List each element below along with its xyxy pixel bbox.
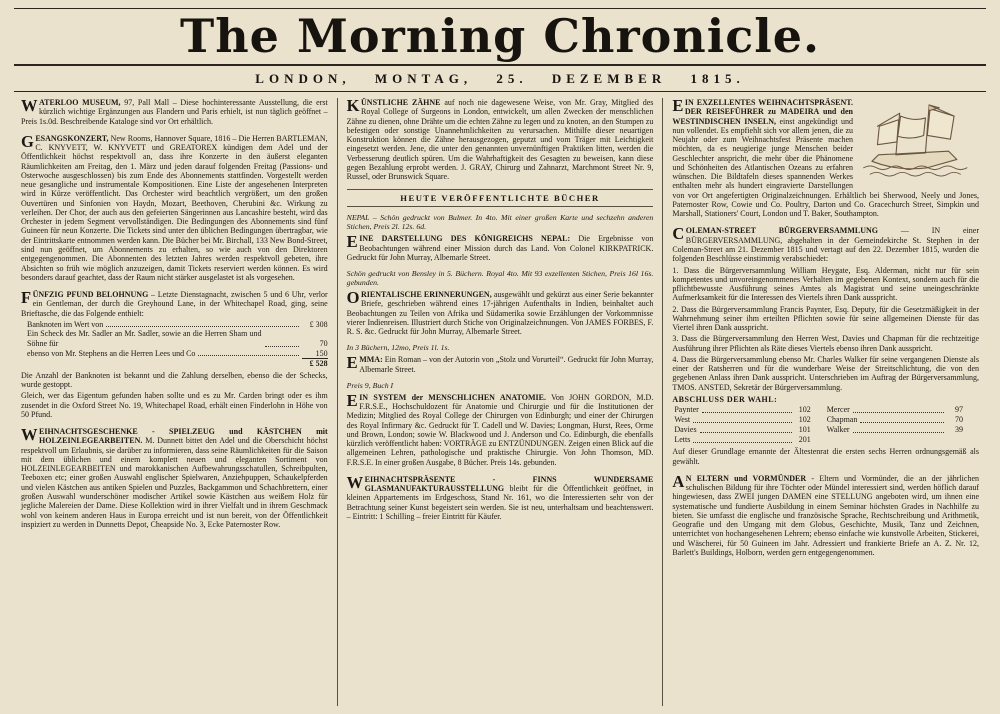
drop-cap: C (672, 224, 685, 244)
article-lead: RIENTALISCHE ERINNERUNGEN, (361, 290, 492, 299)
result-name: Davies (674, 425, 697, 435)
article-lead: IN SYSTEM der MENSCHLICHEN ANATOMIE. (359, 392, 546, 402)
article-book-nepal (347, 214, 654, 262)
resolution-item: 1. Dass die Bürgerversammlung William Heygate, Esq. Alderman, nicht nur für sein kompetentes und unvoreingenommenes Verhalten im gegebenen Kontext, sondern auch für die pflichtbewusste Ausführung seines Amtes als Magistrat und seine uneingeschränkte Aufmerksamkeit für die Interessen des Viertels ihren Dank ausspricht. (672, 265, 980, 303)
resolution-item: 2. Dass die Bürgerversammlung Francis Paynter, Esq. Deputy, für die Gesetzmäßigkeit in der Wahrnehmung seiner ihm erteilten Pflichten sowie für seine allgemeinen Dienste für das Viertel ihren Dank ausspricht. (672, 304, 980, 333)
column-1 (12, 98, 337, 706)
dotted-leader (853, 432, 944, 433)
dateline-text: LONDON, MONTAG, 25. DEZEMBER 1815. (255, 71, 745, 86)
masthead-title: The Morning Chronicle. (180, 9, 820, 63)
article-lead: IN EXZELLENTES WEIHNACHTSPRÄSENT. (684, 98, 854, 107)
article-lead: ÜNSTLICHE ZÄHNE (361, 98, 441, 107)
result-row (674, 435, 979, 445)
column-2 (337, 98, 663, 706)
article-weihnachtspraesente-glas (346, 472, 654, 521)
article-lead: EIHNACHTSPRÄSENTE - FINNS WUNDERSAME GLASMANUFAKTURAUSSTELLUNG (364, 474, 654, 494)
result-name: Letts (674, 435, 691, 445)
drop-cap: E (672, 98, 684, 115)
resolution-item: 3. Dass die Bürgerversammlung den Herren West, Davies und Chapman für die rechtzeitige Ausführung ihrer Pflichten als Räte dieses Viertels ebenso ihren Dank ausspricht. (672, 334, 980, 353)
amount-row (27, 329, 328, 348)
article-book-orientalische-erinnerungen (347, 270, 654, 336)
drop-cap: W (21, 425, 38, 445)
result-votes: 97 (955, 405, 964, 415)
result-votes: 102 (798, 405, 811, 415)
books-section-header: HEUTE VERÖFFENTLICHTE BÜCHER (347, 189, 654, 207)
article-book-emma (347, 344, 654, 373)
dotted-leader (693, 442, 791, 443)
article-book-anatomie (347, 382, 654, 467)
dotted-leader (860, 422, 944, 423)
drop-cap: E (346, 232, 358, 252)
article-kuenstliche-zaehne (347, 98, 654, 181)
election-results-header: ABSCHLUSS DER WAHL: (672, 394, 778, 404)
result-cell-empty (827, 435, 979, 445)
result-name: Mercer (826, 405, 850, 415)
book-intro: Schön gedruckt von Bensley in 5. Büchern. Royal 4to. Mit 93 exzellenten Stichen, Preis 16l 16s. gebunden. (346, 269, 654, 288)
election-results-table (674, 405, 979, 445)
amount-total-value: £ 528 (302, 358, 328, 369)
article-body: 97, Pall Mall – Diese hochinteressante Ausstellung, die erst kürzlich wichtige Ergänzungen aus Flandern und Paris erhielt, ist nun täglich geöffnet – Preis 1s.0d. Beschreibende Kataloge sind vor Ort erhältlich. (21, 98, 328, 126)
dotted-leader (700, 432, 792, 433)
amount-row (27, 320, 328, 330)
result-cell (827, 425, 979, 435)
dotted-leader (198, 355, 298, 356)
dotted-leader (693, 422, 792, 423)
article-coleman-street-versammlung (672, 226, 979, 465)
result-cell (674, 425, 826, 435)
article-lead: ESANGSKONZERT, (35, 133, 109, 143)
result-cell (827, 405, 979, 415)
article-paragraph: Die Anzahl der Banknoten ist bekannt und die Zahlung derselben, ebenso die der Schecks, wurde gestoppt. (21, 370, 328, 390)
drop-cap: W (346, 472, 364, 492)
article-weihnachtsgeschenke-spielzeug (21, 427, 328, 529)
article-lead: INE DARSTELLUNG DES KÖNIGREICHS NEPAL: (359, 234, 571, 244)
article-body: - Eltern und Vormünder, die an der jährlichen schulischen Bildung für ihre Töchter oder Mündel interessiert sind, werden höflich darauf hingewiesen, dass ZWEI jungen DAMEN eine STELLUNG angeboten wird, um ihnen eine systematische und fundierte Ausbildung in einem Seminar höchsten Grades in Nachhilfe zu bieten. Sie umfasst die englische und französische Sprache, Rechtschreibung und Arithmetik, Geografie und den Umgang mit dem Globus, Geschichte, Musik, Tanz und Zeichnen, unterrichtet von hochangesehenen Lehrern; ebenso einfache wie kunstvolle Arbeiten, Stickerei, und Wäscherei, für 50 Guineen im Jahr. Adressiert und frankierte Briefe an A. Z. Nr. 12, Barlett's Buildings, Holborn, werden gern entgegengenommen. (672, 473, 980, 557)
article-body: Ein Roman – von der Autorin von „Stolz und Vorurteil“. Gedruckt für John Murray, Albemarle Street. (359, 355, 654, 374)
article-waterloo-museum (21, 98, 328, 126)
result-votes: 70 (955, 415, 964, 425)
result-row (674, 415, 979, 425)
result-name: Paynter (674, 405, 699, 415)
result-cell (674, 405, 826, 415)
result-cell (827, 415, 979, 425)
drop-cap: O (346, 288, 360, 307)
article-lead: ÜNFZIG PFUND BELOHNUNG (32, 290, 149, 300)
reward-amounts-table (27, 320, 328, 369)
result-cell (674, 415, 826, 425)
election-footer: Auf dieser Grundlage ernannte der Ältestenrat die ersten sechs Herren ordnungsgemäß als gewählt. (672, 447, 980, 466)
article-body: Von JOHN GORDON, M.D. F.R.S.E., Hochschuldozent für Anatomie und Chirurgie und für die Institutionen der Medizin; Mitglied des Royal College der Chirurgen von Edinburgh; und einer der Chirurgen des Royal Infirmary &c. Gedruckt für T. Cadell und W. Davies; Longman, Hurst, Rees, Orme und Brown, London; sowie W. Blackwood und J. Anderson und Co. Edinburgh, die ebenfalls kürzlich veröffentlicht haben: VORTRÄGE zu ENTZÜNDUNGEN. Zeigen einen Blick auf die allgemeinen Lehren, pathologische und praktische Chirurgie. Von John Thomson, MD. F.R.S.E. In einer großen Ausgabe, 8 Bücher. Preis 14s. gebunden. (346, 392, 654, 467)
amount-value: 70 (319, 339, 328, 349)
columns-container (12, 98, 988, 706)
book-intro: NEPAL – Schön gedruckt von Bulmer. In 4to. Mit einer großen Karte und sechzehn anderen Stichen, Preis 2l. 12s. 6d. (346, 213, 654, 232)
dotted-leader (106, 326, 298, 327)
book-intro: In 3 Büchern, 12mo, Preis 1l. 1s. (346, 343, 450, 353)
article-paragraph: Gleich, wer das Eigentum gefunden haben sollte und es zu Mr. Carden bringt oder es ihm zusendet in die Oxford Street No. 19, Whitechapel Road, erhält einen Finderlohn in Höhe von 50 Pfund. (21, 391, 328, 419)
article-lead: N ELTERN und VORMÜNDER (685, 473, 807, 483)
ship-engraving-illustration (859, 98, 979, 184)
article-body: Die Ergebnisse von Beobachtungen während einer Mission durch das Land. Von Colonel KIRKPATRICK. Gedruckt für John Murray, Albemarle Street. (346, 234, 654, 262)
article-gesangskonzert (21, 131, 328, 282)
dateline-band (14, 64, 986, 92)
drop-cap: G (21, 131, 34, 151)
article-body: auf noch nie dagewesene Weise, von Mr. Gray, Mitglied des Royal College of Surgeons in London, entwickelt, um allen Zwecken der menschlichen Zähne zu dienen, ohne Drähte um die echten Zähne zu legen und zu knoten, an den Stumpen zu befestigen oder sonstige Unannehmlichkeiten zu verursachen. Mithilfe dieser neuartigen Konstruktion können die Zähne herausgezogen, geputzt und vom Träger mit Leichtigkeit eingesetzt werden. Jene, die unter den genannten unvernünftigen Praktiken litten, werden die Verbesserung deutlich spüren. Um die Wahrhaftigkeit des Gesagten zu beweisen, kann diese gegen Bezahlung erprobt werden. J. GRAY, Chirurg und Zahnarzt, Marchmont Street Nr. 9, Russel, oder Brunswick Square. (346, 98, 654, 182)
result-row (674, 405, 979, 415)
dotted-leader (265, 346, 299, 347)
resolution-item: 4. Dass die Bürgerversammlung ebenso Mr. Charles Walker für seine vergangenen Dienste als einer der Ratsherren und für die wunderbare Weise der Streitschlichtung, die von den gegebenen Anlass ihren Dank ausspricht. Unterschrieben im Auftrag der Bürgerversammlung, TMOS. ANSTED, Sekretär der Bürgerversammlung. (672, 354, 980, 392)
drop-cap: K (346, 98, 360, 115)
article-an-eltern-und-vormuender (672, 471, 980, 557)
drop-cap: W (21, 98, 38, 115)
drop-cap: E (346, 390, 358, 410)
article-lead: OLEMAN-STREET BÜRGERVERSAMMLUNG (685, 226, 878, 236)
amount-total-row (27, 358, 328, 369)
amount-label: Banknoten im Wert von (27, 319, 104, 329)
result-name: Walker (826, 425, 850, 435)
article-body: – Letzte Dienstagnacht, zwischen 5 und 6 Uhr, verlor ein Gentleman, der durch die Greyhound Lane, in der Whitechapel Road, ging, seine Brieftasche, die das Folgende enthielt: (21, 290, 328, 318)
article-lead: EIHNACHTSGESCHENKE - SPIELZEUG und KÄSTCHEN mit HOLZEINLEGEARBEITEN. (39, 427, 328, 446)
result-votes: 102 (798, 415, 811, 425)
dotted-leader (853, 412, 944, 413)
amount-label: ebenso von Mr. Stephens an die Herren Lees und Co (27, 348, 196, 358)
result-row (674, 425, 979, 435)
amount-value: £ 308 (309, 319, 328, 329)
article-lead: ATERLOO MUSEUM, (39, 98, 121, 107)
book-intro: Preis 9, Buch I (346, 380, 394, 390)
result-votes: 39 (955, 425, 964, 435)
article-weihnachtspraesent-reisefuehrer (672, 98, 979, 218)
article-body: ausgewählt und gekürzt aus einer Serie bekannter Briefe, geschrieben während eines 17-jährigen Aufenthalts in Indien, beinhaltet auch Beobachtungen zu Teilen von Afrika und Südamerika sowie Erzählungen der Vorkommnisse vierer Indienreisen. Illustriert durch Stiche von Originalzeichnungen. Von JAMES FORBES, F. R. S. &c. Gedruckt für John Murray, Albemarle Street. (346, 290, 654, 337)
article-body: — IN einer BÜRGERVERSAMMLUNG, abgehalten in der Gemeindekirche St. Stephen in der Coleman-Street am 21. Dezember 1815 und vertagt auf den 22. Dezember 1815, wurden die folgenden Beschlüsse einstimmig verabschiedet: (672, 226, 980, 264)
dotted-leader (702, 412, 792, 413)
article-sublead: DER REISEFÜHRER zu MADEIRA und den WESTINDISCHEN INSELN, (672, 107, 854, 126)
amount-row (27, 349, 328, 359)
article-lead: MMA: (359, 355, 383, 365)
result-votes: 101 (798, 425, 811, 435)
article-fuenfzig-pfund-belohnung (21, 290, 328, 419)
article-body: M. Dunnett bittet den Adel und die Oberschicht höchst respektvoll um Erlaubnis, sie darüber zu informieren, dass seine Räumlichkeiten für die Saison mit dem üblichen und einem komplett neuen und eleganten Sortiment von HOLZEINLEGEARBEITEN und marokkanischen Aufbewahrungsschatullen, Schreibpulten, Teeboxen etc; einer großen Auswahl englischer Spielwaren, Anziehpuppen, Schaukelpferden und vielen Kästchen aus antiken Spielen und Puzzles, Backgammon und Schachbrettern, einer großen Auswahl wunderschöner modischer Artikel sowie Kästchen aus weißem Holz für jegliche Malereien der Dame. Diese Kollektion wird in ihrer Vielfalt und in ihrem Geschmack wohl von keinem anderen Haus in Europa erreicht und ist nun bereit, von der Öffentlichkeit inspiziert zu werden in Dunnetts Depot, Cheapside No. 3, Ecke Paternoster Row. (21, 436, 328, 529)
drop-cap: F (21, 288, 32, 308)
article-body: New Rooms, Hannover Square, 1816 – Die Herren BARTLEMAN, C. KNYVETT, W. KNYVETT und GREATOREX kündigen dem Adel und der Öffentlichkeit höchst respektvoll an, dass ihre Konzerte in den äußerst eleganten Räumlichkeiten am Freitag, den 1. März und jeden darauf folgenden Freitag (Passions- und Osterwoche ausgeschlossen) bis zum Ende des Abonnements stattfinden. Vorgestellt werden neue gesangliche und instrumentale Kompositionen. Eine Liste der angesehenen Interpreten wird in Kürze veröffentlicht. Das Orchester wird beachtlich vergrößert, um den großen Ouvertüren und Sinfonien von Haydn, Mozart, Beethoven, Cherubini &c. Wirkung zu verleihen. Der Chor, der auch aus den gefeierten Sängerinnen aus Lancashire besteht, wird das Orchester in jedem Segment vervollständigen. Die Bedingungen des Abonnements sind fünf Guineen für neun Konzerte. Die Tickets sind unter den üblichen Bedingungen übertragbar, wie der Eintrittskarte entnommen werden kann. Die Bücher bei Mr. Birchall, 133 New Bond-Street, sind nun geöffnet, um Abonnements zu erhalten, so wie auch von den Direktoren entgegengenommen. Die Abonnenten des letzten Jahres werden respektvoll gebeten, ihre Absichten so früh wie möglich anzuzeigen, damit Tickets reserviert werden können. Es wird besonders darauf geachtet, dass der Raum nicht stärker ausgelastet ist als vorgesehen. (21, 133, 328, 282)
result-name: Chapman (826, 415, 858, 425)
result-cell (674, 435, 826, 445)
column-3 (662, 98, 988, 706)
drop-cap: E (346, 353, 358, 373)
article-body: einst angekündigt und nun vollendet. Es empfiehlt sich vor allem jenen, die zu Neujahr oder zum Weihnachtsfest Präsente machen möchten, da es neugierige junge Menschen beider Geschlechter anspricht, die mehr über die Phänomene und Schönheiten des Atlantischen Ozeans zu erfahren wünschen. Die Bildtafeln dieses spannenden Werkes enthalten mehr als hundert eingravierte Darstellungen von vor Ort angefertigten Originalzeichnungen. Erhältlich bei Sherwood, Neely und Jones, Paternoster Row, Cowie und Co. Poultry, Darton und Co. Gracechurch Street, Simpkin und Marshall, Stationers' Court, London und T. Baker, Southampton. (672, 116, 980, 219)
drop-cap: A (672, 471, 685, 491)
amount-value: 150 (315, 348, 328, 358)
article-body: bleibt für die Öffentlichkeit geöffnet, in kleinen Appartements im Erdgeschoss, Stand Nr. 161, wo die Interessierten sehr von der Betrachtung seiner Kunst begeistert sein werden. Sie ist neu, unterhaltsam und beachtenswert. – Eintritt: 1 Schilling – freier Eintritt für Käufer. (346, 484, 654, 521)
result-votes: 201 (798, 435, 811, 445)
amount-label: Ein Scheck des Mr. Sadler an Mr. Sadler, sowie an die Herren Sham und Söhne für (27, 329, 262, 349)
result-name: West (674, 415, 691, 425)
